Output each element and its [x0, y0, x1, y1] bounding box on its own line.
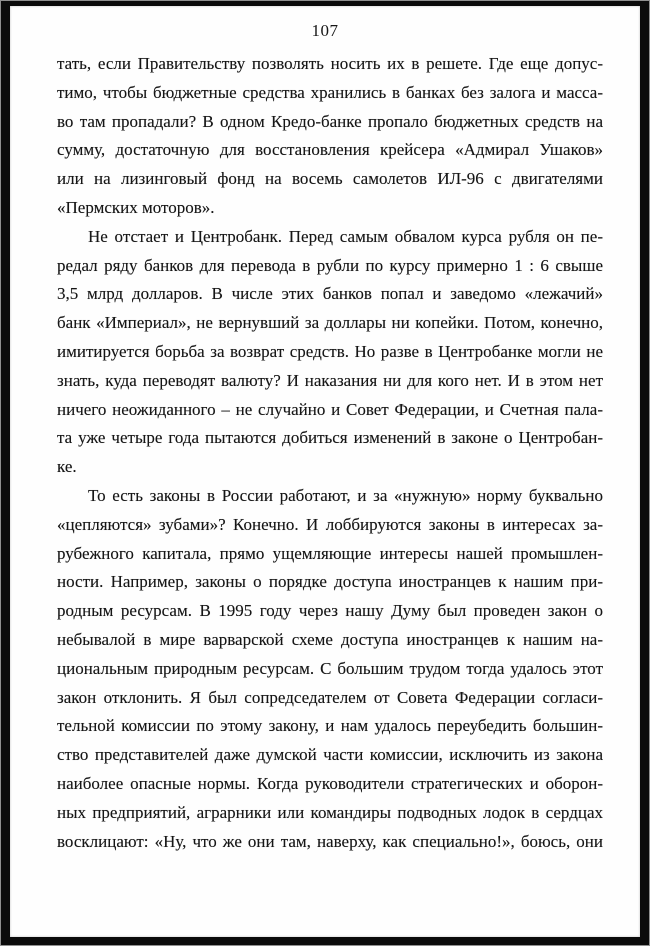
text-line: тать, если Правительству позволять носить их в решете. Где еще допус- [57, 54, 603, 73]
text-line: «цепляются» зубами»? Конечно. И лоббируются законы в интересах за- [57, 514, 603, 534]
text-line: 3,5 млрд долларов. В числе этих банков попал и заведомо «лежачий» [57, 284, 603, 304]
text-line: та уже четыре года пытаются добиться изменений в законе о Центробан- [57, 428, 603, 448]
page-frame [1, 1, 649, 945]
page-number: 107 [311, 21, 339, 40]
text-line: во там пропадали? В одном Кредо-банке пропало бюджетных средств на [57, 111, 603, 131]
text-line: или на лизинговый фонд на восемь самолетов ИЛ-96 с двигателями [57, 169, 603, 189]
text-line: имитируется борьба за возврат средств. Но разве в Центробанке могли не [57, 341, 603, 361]
text-line: рубежного капитала, прямо ущемляющие интересы нашей промышлен- [57, 543, 603, 563]
text-line: ных предприятий, аграрники или командиры подводных лодок в сердцах [57, 802, 603, 822]
text-line: тимо, чтобы бюджетные средства хранились в банках без залога и масса- [57, 82, 603, 102]
text-line: сумму, достаточную для восстановления крейсера «Адмирал Ушаков» [57, 140, 603, 160]
text-line: ности. Например, законы о порядке доступа иностранцев к нашим при- [57, 572, 603, 592]
text-line: ке. [57, 457, 77, 477]
text-line: тельной комиссии по этому закону, и нам удалось переубедить большин- [57, 716, 603, 736]
text-line: Не отстает и Центробанк. Перед самым обвалом курса рубля он пе- [88, 226, 603, 246]
text-line: редал ряду банков для перевода в рубли по курсу примерно 1 : 6 свыше [57, 255, 603, 275]
text-line: «Пермских моторов». [57, 197, 215, 217]
text-line: наиболее опасные нормы. Когда руководители стратегических и оборон- [57, 773, 603, 793]
text-line: банк «Империал», не вернувший за доллары ни копейки. Потом, конечно, [57, 313, 603, 333]
text-line: знать, куда переводят валюту? И наказания ни для кого нет. И в этом нет [57, 370, 603, 390]
text-line: ство представителей даже думской части комиссии, исключить из закона [57, 745, 603, 765]
text-line: родным ресурсам. В 1995 году через нашу Думу был проведен закон о [57, 601, 603, 621]
page-text [57, 50, 603, 856]
text-line: То есть законы в России работают, и за «нужную» норму буквально [88, 485, 603, 505]
text-line: циональным природным ресурсам. С большим трудом тогда удалось этот [57, 658, 603, 678]
text-line: ничего неожиданного – не случайно и Совет Федерации, и Счетная пала- [57, 399, 603, 419]
text-line: небывалой в мире варварской схеме доступа иностранцев к нашим на- [57, 629, 603, 649]
text-line: закон отклонить. Я был сопредседателем от Совета Федерации согласи- [57, 687, 603, 707]
text-line: восклицают: «Ну, что же они там, наверху, как специально!», боюсь, они [57, 831, 603, 851]
